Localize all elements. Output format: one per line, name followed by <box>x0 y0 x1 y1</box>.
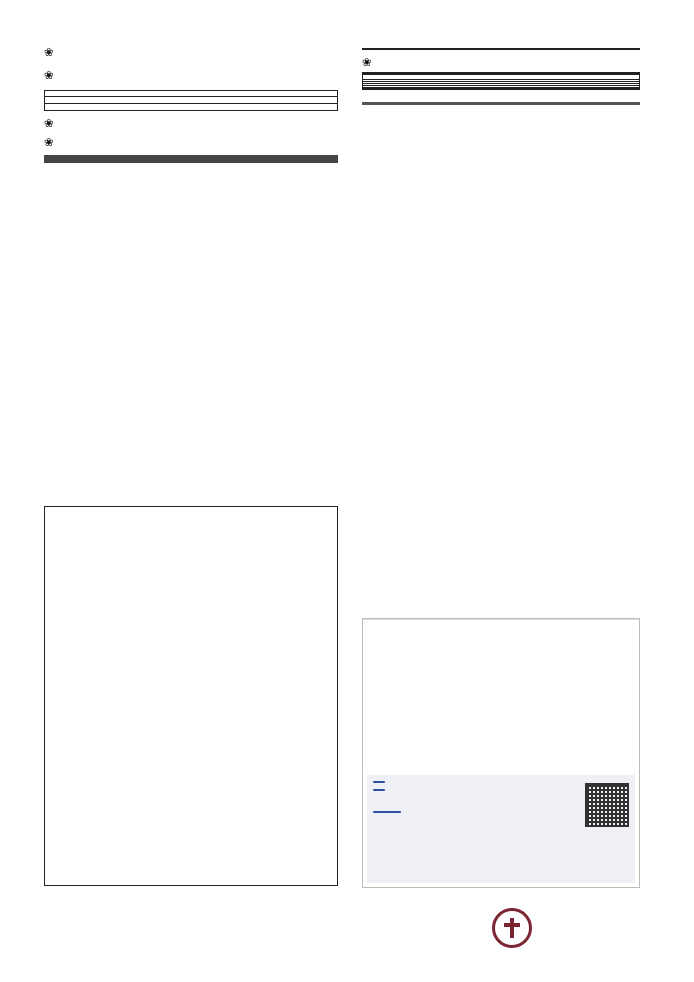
account-box <box>44 90 338 111</box>
offering-table <box>362 72 640 90</box>
meetings-table <box>44 155 338 163</box>
ratio-value <box>547 104 639 105</box>
account-number <box>45 97 337 104</box>
week-line: ❀ <box>362 55 372 69</box>
attendance-table <box>362 102 640 105</box>
wyd-title: ❀ <box>44 116 54 130</box>
tax-title: ❀ <box>44 68 54 82</box>
survey-body <box>363 620 639 640</box>
right-column <box>362 48 640 105</box>
account-holder <box>45 104 337 107</box>
period-tag <box>373 781 385 783</box>
survey-details <box>367 775 635 883</box>
survey-notice <box>362 618 640 888</box>
feast-box <box>44 506 338 886</box>
thanks-title <box>362 48 640 50</box>
meeting-detail <box>141 162 338 163</box>
prize-tag <box>373 811 401 813</box>
meetings-title: ❀ <box>44 135 54 149</box>
members-value <box>455 104 547 105</box>
offering-row <box>363 88 639 89</box>
method-tag <box>373 789 385 791</box>
parish-seal-icon <box>492 908 532 948</box>
qr-code-icon[interactable] <box>585 783 629 827</box>
left-column <box>44 44 338 163</box>
meeting-row <box>45 162 338 163</box>
members-label <box>363 104 455 105</box>
meeting-name <box>45 162 141 163</box>
parish-logo <box>492 904 642 950</box>
sunday-school-title: ❀ <box>44 45 54 59</box>
